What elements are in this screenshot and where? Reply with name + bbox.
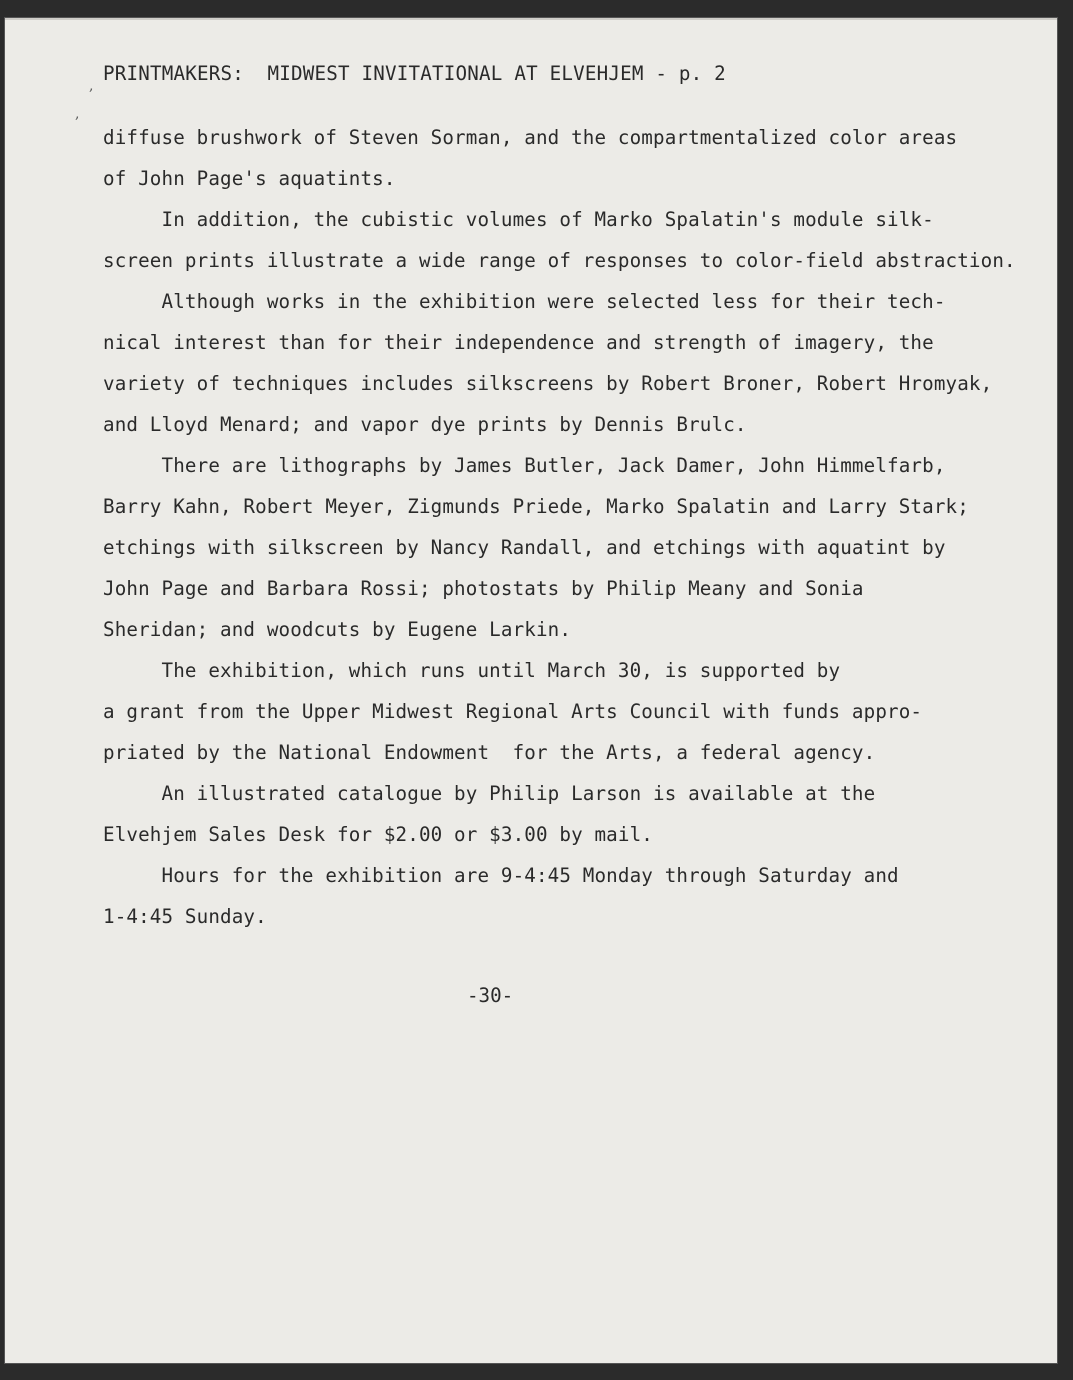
body-line: Sheridan; and woodcuts by Eugene Larkin. xyxy=(103,618,572,641)
body-line: variety of techniques includes silkscreens by Robert Broner, Robert Hromyak, xyxy=(103,372,993,395)
body-line: a grant from the Upper Midwest Regional Arts Council with funds appro- xyxy=(103,700,923,723)
page-header: PRINTMAKERS: MIDWEST INVITATIONAL AT ELVEHJEM - p. 2 xyxy=(103,62,726,85)
body-line: Barry Kahn, Robert Meyer, Zigmunds Priede, Marko Spalatin and Larry Stark; xyxy=(103,495,969,518)
body-line: There are lithographs by James Butler, Jack Damer, John Himmelfarb, xyxy=(103,454,946,477)
body-line: etchings with silkscreen by Nancy Randall, and etchings with aquatint by xyxy=(103,536,946,559)
body-line: An illustrated catalogue by Philip Larson is available at the xyxy=(103,782,876,805)
body-line: In addition, the cubistic volumes of Marko Spalatin's module silk- xyxy=(103,208,934,231)
body-line: screen prints illustrate a wide range of responses to color-field abstraction. xyxy=(103,249,1016,272)
body-line: John Page and Barbara Rossi; photostats by Philip Meany and Sonia xyxy=(103,577,864,600)
body-line: Hours for the exhibition are 9-4:45 Monday through Saturday and xyxy=(103,864,899,887)
body-line: nical interest than for their independence and strength of imagery, the xyxy=(103,331,934,354)
pencil-mark: , xyxy=(89,78,94,94)
body-line: and Lloyd Menard; and vapor dye prints by Dennis Brulc. xyxy=(103,413,747,436)
body-line: Although works in the exhibition were selected less for their tech- xyxy=(103,290,946,313)
document-page xyxy=(5,18,1057,1363)
body-line: of John Page's aquatints. xyxy=(103,167,396,190)
page-edge xyxy=(5,18,1057,20)
pencil-mark: , xyxy=(75,106,80,122)
body-line: diffuse brushwork of Steven Sorman, and the compartmentalized color areas xyxy=(103,126,958,149)
body-line: The exhibition, which runs until March 30, is supported by xyxy=(103,659,841,682)
body-line: Elvehjem Sales Desk for $2.00 or $3.00 by mail. xyxy=(103,823,653,846)
body-line: 1-4:45 Sunday. xyxy=(103,905,267,928)
page-number: -30- xyxy=(467,984,514,1007)
body-line: priated by the National Endowment for the Arts, a federal agency. xyxy=(103,741,876,764)
